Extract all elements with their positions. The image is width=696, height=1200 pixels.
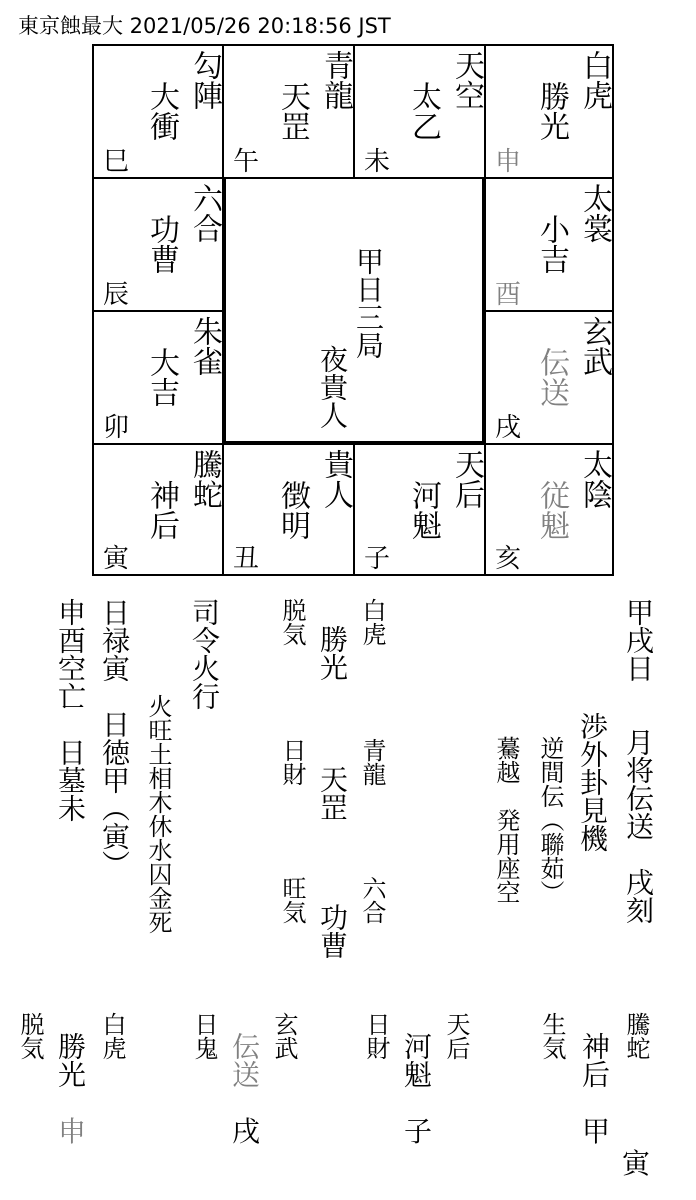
- kadai-stem-1: 甲: [582, 1115, 611, 1148]
- kadai-stem-2: 子: [404, 1115, 433, 1148]
- kadai-stem-3: 戌: [232, 1115, 261, 1148]
- kadai-rel-3: 日鬼: [190, 1012, 218, 1060]
- branch-label: 辰: [103, 280, 130, 310]
- branch-label: 午: [233, 147, 260, 177]
- sanden-general-2: 青龍: [358, 738, 386, 786]
- general-label: 太陰: [577, 449, 612, 509]
- tenshou-label: 河魁: [406, 480, 441, 540]
- kaki2-label: 逆間伝（聯茹）: [536, 736, 564, 904]
- general-label: 太裳: [577, 183, 612, 243]
- board-cell-i: [484, 443, 614, 576]
- tenshou-label: 従魁: [534, 480, 569, 540]
- tenshou-label: 功曹: [144, 214, 179, 274]
- branch-label: 酉: [495, 280, 522, 310]
- board-cell-ne: [353, 443, 486, 576]
- tenshou-label: 伝送: [534, 347, 569, 407]
- general-label: 六合: [187, 183, 222, 243]
- board-cell-ushi: [222, 443, 355, 576]
- sanden-rel-2: 日財: [278, 738, 306, 786]
- tenshou-label: 勝光: [534, 81, 569, 141]
- branch-label: 寅: [103, 544, 130, 574]
- kadai-general-1: 騰蛇: [622, 1012, 650, 1060]
- branch-label: 申: [495, 147, 522, 177]
- general-label: 玄武: [577, 316, 612, 376]
- branch-label: 戌: [495, 413, 522, 443]
- sanden-tenshou-2: 天罡: [316, 765, 349, 821]
- kadai-tenshou-3: 伝送: [228, 1032, 261, 1088]
- general-label: 勾陣: [187, 50, 222, 110]
- board-cell-inu: [484, 310, 614, 445]
- tenshou-label: 大衝: [144, 81, 179, 141]
- kadai-tenshou-2: 河魁: [400, 1032, 433, 1088]
- kadai-tenshou-4: 勝光: [54, 1032, 87, 1088]
- general-label: 天后: [449, 449, 484, 509]
- kadai-rel-1: 生気: [538, 1012, 566, 1060]
- branch-label: 子: [364, 544, 391, 574]
- kadai-stem-4: 申: [58, 1115, 87, 1148]
- kadai-general-3: 玄武: [270, 1012, 298, 1060]
- header-title: 東京蝕最大 2021/05/26 20:18:56 JST: [18, 14, 391, 38]
- branch-label: 巳: [103, 147, 130, 177]
- branch-label: 亥: [495, 544, 522, 574]
- kadai-general-2: 天后: [442, 1012, 470, 1060]
- season-label: 司令火行: [188, 598, 221, 710]
- kadai-general-4: 白虎: [98, 1012, 126, 1060]
- sanden-rel-1: 脱気: [278, 598, 306, 646]
- day-label: 甲戌日: [622, 598, 655, 682]
- branch-label: 未: [364, 147, 391, 177]
- general-label: 貴人: [318, 449, 353, 509]
- tenshou-label: 大吉: [144, 347, 179, 407]
- board-cell-u: [92, 310, 224, 445]
- tenshou-label: 太乙: [406, 81, 441, 141]
- general-label: 騰蛇: [187, 449, 222, 509]
- tenchi-board: [92, 44, 614, 576]
- shogun-label: 月将伝送 戌刻: [622, 728, 655, 924]
- sanden-general-1: 白虎: [358, 598, 386, 646]
- tenshou-label: 天罡: [275, 81, 310, 141]
- roku-label: 日禄寅 日徳甲（寅）: [98, 598, 131, 878]
- sanden-tenshou-1: 勝光: [316, 625, 349, 681]
- board-cell-tora: [92, 443, 224, 576]
- sanden-general-3: 六合: [358, 876, 386, 924]
- kadai-rel-4: 脱気: [16, 1012, 44, 1060]
- kadai-rel-2: 日財: [362, 1012, 390, 1060]
- general-label: 朱雀: [187, 316, 222, 376]
- general-label: 天空: [449, 50, 484, 110]
- tenshou-label: 徴明: [275, 480, 310, 540]
- tenshou-label: 小吉: [534, 214, 569, 274]
- general-label: 青龍: [318, 50, 353, 110]
- board-cell-hitsuji: [353, 44, 486, 179]
- kubo-label: 申酉空亡 日墓未: [54, 598, 87, 822]
- board-cell-tori: [484, 177, 614, 312]
- kyoku-label: 甲日三局: [352, 247, 385, 359]
- board-cell-uma: [222, 44, 355, 179]
- kadai-tenshou-1: 神后: [578, 1032, 611, 1088]
- tenshou-label: 神后: [144, 480, 179, 540]
- board-cell-tatsu: [92, 177, 224, 312]
- branch-label: 丑: [233, 544, 260, 574]
- kaki3-label: 驀越 発用座空: [492, 736, 520, 904]
- wuxing-label: 火旺土相木休水囚金死: [144, 694, 172, 934]
- general-label: 白虎: [577, 50, 612, 110]
- board-cell-saru: [484, 44, 614, 179]
- kaki-label: 渉外卦見機: [576, 712, 609, 852]
- sanden-tenshou-3: 功曹: [316, 903, 349, 959]
- branch-label: 卯: [103, 413, 130, 443]
- sanden-rel-3: 旺気: [278, 876, 306, 924]
- board-center: [224, 177, 484, 443]
- kadai-base-1: 寅: [622, 1147, 651, 1180]
- board-cell-mi: [92, 44, 224, 179]
- kijin-label: 夜貴人: [316, 345, 349, 429]
